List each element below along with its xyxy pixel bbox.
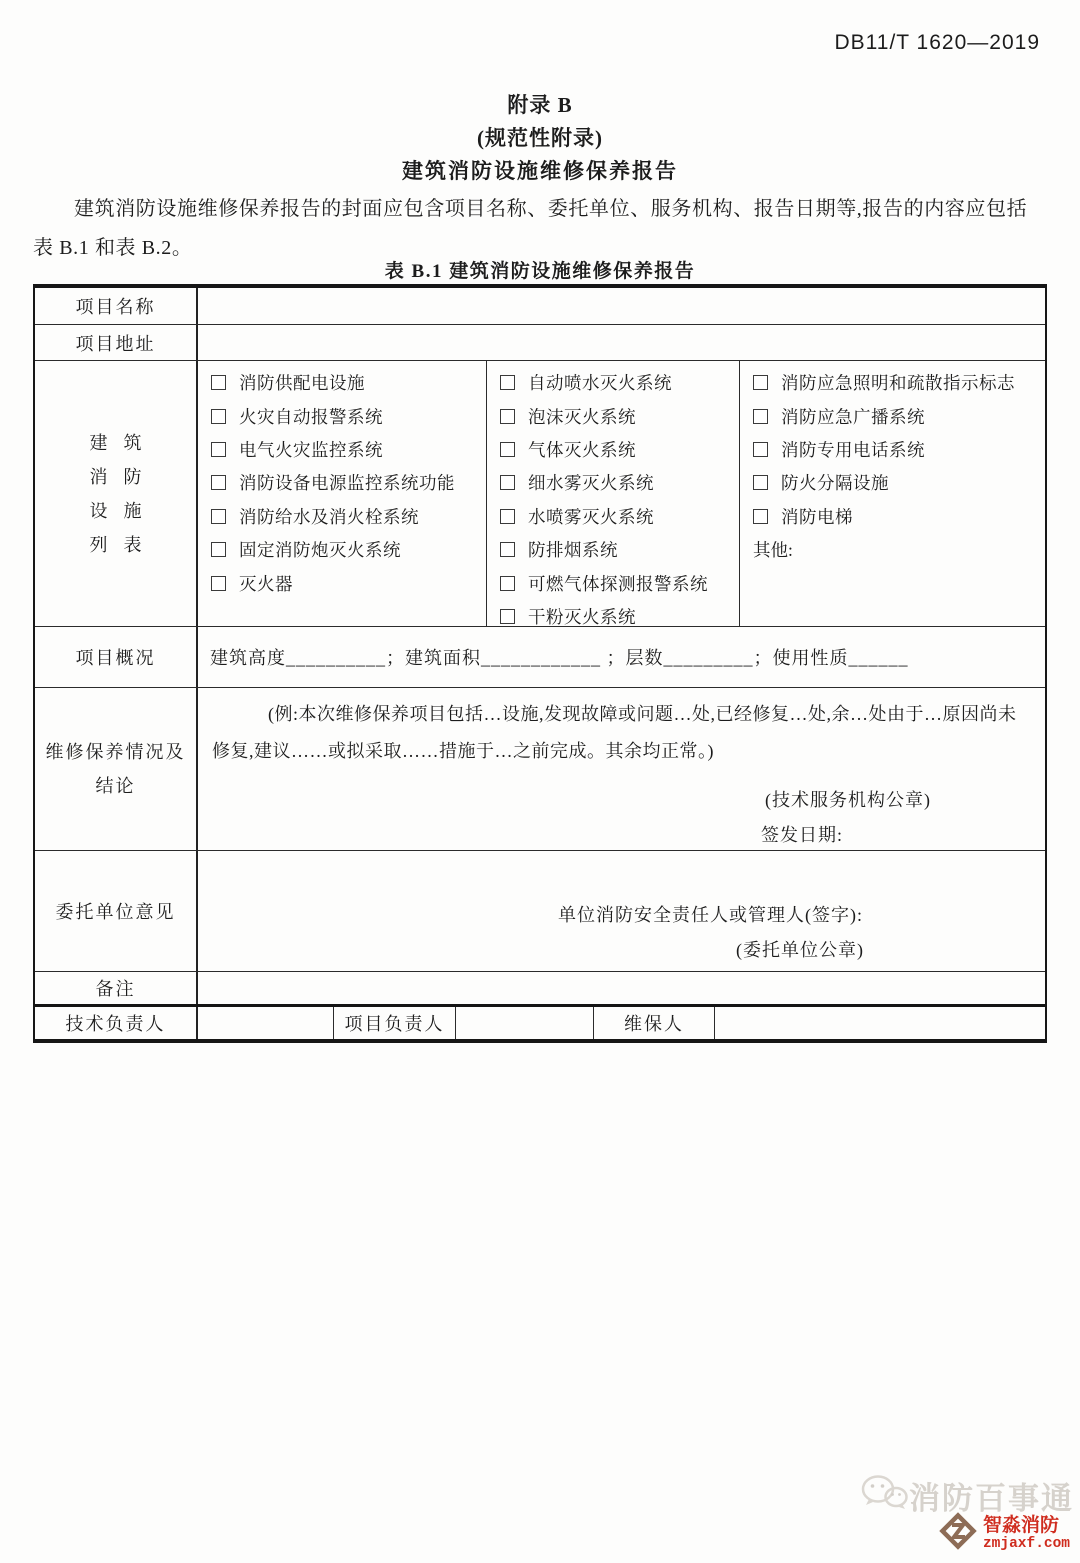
facility-label: 消防给水及消火栓系统 [239, 506, 419, 527]
checkbox-icon [500, 576, 515, 591]
facility-checkbox-item [487, 366, 739, 399]
stacked-label-line: 结论 [95, 776, 136, 796]
facility-checkbox-item [198, 466, 486, 499]
facility-checkbox-item [487, 500, 739, 533]
client-sign-line: 单位消防安全责任人或管理人(签字): [558, 905, 863, 925]
watermark-gray-brand: 消防百事通 [909, 1481, 1074, 1516]
checkbox-icon [211, 375, 226, 390]
overview-label: 项目概况 [35, 627, 198, 687]
maintenance-label-lines [46, 735, 186, 803]
facilities-label-lines [74, 426, 158, 562]
project-address-label: 项目地址 [35, 325, 198, 360]
checkbox-icon [753, 475, 768, 490]
table-row-project-name [35, 288, 1045, 324]
project-name-value-cell [198, 288, 1045, 324]
stacked-label-line: 维修保养情况及 [45, 742, 186, 762]
facility-checkbox-item [487, 433, 739, 466]
maintainer-value-cell [715, 1007, 1045, 1039]
issue-date-label: 签发日期: [761, 825, 844, 845]
project-address-value-cell [198, 325, 1045, 360]
facility-label: 固定消防炮灭火系统 [239, 540, 401, 561]
standard-number: DB11/T 1620—2019 [834, 31, 1040, 54]
checkbox-icon [211, 442, 226, 457]
facility-checkbox-item [487, 466, 739, 499]
facility-label: 细水雾灭火系统 [528, 473, 654, 494]
checkbox-icon [211, 509, 226, 524]
checkbox-icon [500, 409, 515, 424]
facility-label: 消防应急广播系统 [781, 406, 925, 427]
checkbox-icon [500, 475, 515, 490]
facility-checkbox-item [487, 566, 739, 599]
watermark-site-url: zmjaxf.com [982, 1535, 1070, 1552]
facility-checkbox-item [740, 500, 1045, 533]
remarks-label: 备注 [35, 972, 198, 1004]
stacked-label-line: 消防 [89, 466, 158, 487]
table-row-remarks [35, 971, 1045, 1004]
checkbox-icon [211, 576, 226, 591]
report-title: 建筑消防设施维修保养报告 [402, 159, 678, 183]
facility-label: 消防应急照明和疏散指示标志 [781, 373, 1015, 394]
tech-lead-label: 技术负责人 [35, 1007, 198, 1039]
facilities-column-3-items [740, 366, 1045, 533]
checkbox-icon [211, 475, 226, 490]
stacked-label-line: 设施 [89, 500, 158, 521]
facilities-column-3 [740, 361, 1045, 626]
project-name-label: 项目名称 [35, 288, 198, 324]
stacked-label-line: 建筑 [89, 432, 158, 453]
remarks-value-cell [198, 972, 1045, 1004]
facility-label: 防排烟系统 [528, 540, 618, 561]
appendix-note: (规范性附录) [477, 126, 603, 150]
facility-checkbox-item [740, 466, 1045, 499]
facility-label: 水喷雾灭火系统 [528, 506, 654, 527]
facility-label: 干粉灭火系统 [528, 606, 636, 627]
facility-label: 自动喷水灭火系统 [528, 373, 672, 394]
checkbox-icon [500, 542, 515, 557]
facility-checkbox-item [487, 533, 739, 566]
table-row-project-address [35, 324, 1045, 360]
checkbox-icon [211, 542, 226, 557]
facility-label: 消防电梯 [781, 506, 853, 527]
facility-checkbox-item [487, 399, 739, 432]
facilities-column-2 [487, 361, 740, 626]
facility-label: 消防供配电设施 [239, 373, 365, 394]
checkbox-icon [753, 409, 768, 424]
agency-seal-placeholder: (技术服务机构公章) [765, 790, 931, 810]
checkbox-icon [500, 375, 515, 390]
facility-label: 防火分隔设施 [781, 473, 889, 494]
table-row-maintenance [35, 687, 1045, 850]
checkbox-icon [500, 442, 515, 457]
facility-checkbox-item [740, 433, 1045, 466]
checkbox-icon [753, 442, 768, 457]
facility-checkbox-item [198, 533, 486, 566]
table-row-client-opinion [35, 850, 1045, 971]
facility-label: 可燃气体探测报警系统 [528, 573, 708, 594]
facility-label: 气体灭火系统 [528, 439, 636, 460]
report-table [33, 284, 1047, 1043]
checkbox-icon [211, 409, 226, 424]
tech-lead-value-cell [198, 1007, 334, 1039]
facility-checkbox-item [198, 399, 486, 432]
wechat-icon [859, 1474, 909, 1517]
facility-checkbox-item [740, 399, 1045, 432]
facilities-other-label: 其他: [753, 540, 793, 561]
facility-label: 灭火器 [239, 573, 293, 594]
watermark-red-brand: 智淼消防 [982, 1514, 1059, 1536]
maintainer-label: 维保人 [594, 1007, 715, 1039]
checkbox-icon [753, 375, 768, 390]
checkbox-icon [500, 509, 515, 524]
client-seal-placeholder: (委托单位公章) [736, 940, 864, 960]
facilities-label [35, 361, 198, 626]
project-lead-label: 项目负责人 [334, 1007, 456, 1039]
maintenance-content-cell [198, 688, 1045, 850]
intro-paragraph: 建筑消防设施维修保养报告的封面应包含项目名称、委托单位、服务机构、报告日期等,报告的内容应包括表 B.1 和表 B.2。 [33, 198, 1028, 259]
facility-checkbox-item [198, 566, 486, 599]
facility-label: 消防专用电话系统 [781, 439, 925, 460]
facilities-column-1 [198, 361, 487, 626]
table-row-facilities [35, 360, 1045, 626]
zhimiao-diamond-logo-icon [937, 1510, 979, 1557]
client-opinion-cell [198, 851, 1045, 971]
facility-checkbox-item [198, 500, 486, 533]
table-row-signatures [35, 1004, 1045, 1039]
table-caption: 表 B.1 建筑消防设施维修保养报告 [384, 261, 696, 282]
watermark-logo-row [859, 1510, 1074, 1557]
appendix-title: 附录 B [507, 93, 573, 117]
facility-label: 泡沫灭火系统 [528, 406, 636, 427]
facility-label: 电气火灾监控系统 [239, 439, 383, 460]
facility-checkbox-item [740, 366, 1045, 399]
stacked-label-line: 列表 [89, 534, 158, 555]
facility-checkbox-item [198, 433, 486, 466]
project-lead-value-cell [456, 1007, 594, 1039]
table-row-overview [35, 626, 1045, 687]
maintenance-example-text: (例:本次维修保养项目包括…设施,发现故障或问题…处,已经修复…处,余…处由于…原因尚未修复,建议……或拟采取……措施于…之前完成。其余均正常。) [212, 704, 1017, 761]
checkbox-icon [500, 609, 515, 624]
overview-blanks-line: 建筑高度__________；建筑面积____________ ；层数_________；使用性质______ [210, 648, 909, 668]
checkbox-icon [753, 509, 768, 524]
facility-label: 火灾自动报警系统 [239, 406, 383, 427]
facility-label: 消防设备电源监控系统功能 [239, 473, 455, 494]
facility-checkbox-item [198, 366, 486, 399]
client-opinion-label: 委托单位意见 [35, 851, 198, 971]
watermark-block [859, 1473, 1074, 1557]
maintenance-label [35, 688, 198, 850]
